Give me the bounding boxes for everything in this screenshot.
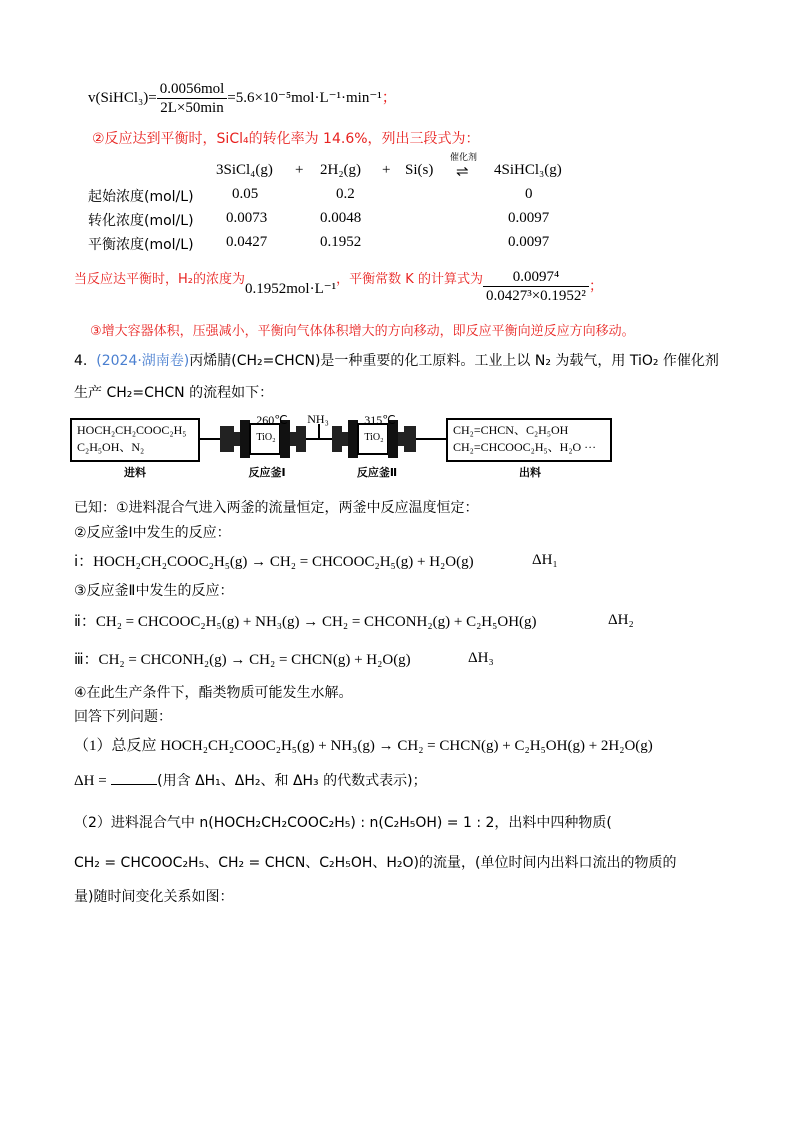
question-number: 4.	[74, 353, 88, 369]
tio2-label-1: TiO₂	[256, 432, 276, 443]
delta-h1: ΔH₁	[532, 552, 558, 568]
equilibrium-line	[74, 268, 603, 305]
ice-row-label: 转化浓度(mol/L)	[88, 213, 194, 229]
part2-line1: （2）进料混合气中 n(HOCH₂CH₂COOC₂H₅) : n(C₂H₅OH) = 1 : 2，出料中四种物质(	[74, 815, 612, 831]
part2-line2: CH₂ = CHCOOC₂H₅、CH₂ = CHCN、C₂H₅OH、H₂O)的流量，(单位时间内出料口流出的物质的	[74, 855, 677, 871]
feed-label: 进料	[124, 466, 146, 479]
feed-line2: C₂H₅OH、N₂	[77, 440, 145, 454]
tio2-label-2: TiO₂	[364, 432, 384, 443]
ice-cell: 0.2	[336, 186, 355, 202]
ice-cell: 0.0427	[226, 234, 268, 250]
catalyst-label: 催化剂	[450, 153, 478, 163]
reaction-iii: ⅲ：CH₂ = CHCONH₂(g) → CH₂ = CHCN(g) + H₂O(g)	[74, 652, 411, 668]
known-1: 已知：①进料混合气进入两釜的流量恒定，两釜中反应温度恒定：	[74, 500, 479, 516]
ice-plus-2: +	[382, 162, 391, 178]
ice-cell: 0.0073	[226, 210, 268, 226]
h2-concentration: 0.1952mol·L⁻¹	[245, 280, 337, 297]
ice-cell: 0.1952	[320, 234, 362, 250]
rate-rhs: =5.6×10⁻⁵mol·L⁻¹·min⁻¹	[227, 89, 382, 106]
step3-text: ③增大容器体积，压强减小，平衡向气体体积增大的方向移动，即反应平衡向逆反应方向移动。	[90, 324, 635, 339]
known-4: ④在此生产条件下，酯类物质可能发生水解。	[74, 685, 353, 701]
q4-intro1: 丙烯腈(CH₂=CHCN)是一种重要的化工原料。工业上以 N₂ 为载气，用 TiO₂ 作催化剂	[189, 353, 719, 369]
k-fraction	[483, 268, 589, 305]
rate-end: ；	[381, 89, 397, 106]
ice-species-4: 4SiHCl₃(g)	[494, 162, 562, 178]
q4-intro2: 生产 CH₂=CHCN 的流程如下：	[74, 385, 274, 401]
k-denominator: 0.0427³×0.1952²	[485, 288, 586, 304]
equil-text1: 当反应达平衡时，H₂的浓度为	[74, 271, 245, 287]
delta-h3: ΔH₃	[468, 650, 494, 666]
rate-lhs: v(SiHCl₃)=	[88, 89, 157, 106]
temp-1: 260℃	[256, 413, 288, 427]
output-box	[446, 418, 612, 462]
part1-answer-line	[74, 770, 427, 790]
nh3-label: NH₃	[307, 412, 329, 426]
rate-numerator: 0.0056mol	[157, 80, 228, 99]
ice-cell: 0.0097	[508, 210, 550, 226]
equil-end: ；	[588, 278, 603, 295]
step2-text: ②反应达到平衡时，SiCl₄的转化率为 14.6%，列出三段式为：	[92, 131, 480, 147]
temp-2: 315℃	[364, 413, 396, 427]
known-2: ②反应釜Ⅰ中发生的反应：	[74, 525, 231, 541]
equil-text2: ，平衡常数 K 的计算式为	[336, 271, 483, 287]
delta-h-label: ΔH =	[74, 773, 107, 789]
delta-h2: ΔH₂	[608, 612, 634, 628]
ice-species-2: 2H₂(g)	[320, 162, 362, 178]
part1-instruction: (用含 ΔH₁、ΔH₂、和 ΔH₃ 的代数式表示)；	[157, 773, 427, 789]
ice-row-label: 起始浓度(mol/L)	[88, 189, 194, 205]
ice-cell: 0.0097	[508, 234, 550, 250]
reaction-i: ⅰ：HOCH₂CH₂COOC₂H₅(g) → CH₂ = CHCOOC₂H₅(g) + H₂O(g)	[74, 554, 474, 570]
answer-prompt: 回答下列问题：	[74, 709, 172, 725]
answer-blank[interactable]	[111, 772, 157, 785]
output-line1: CH₂=CHCN、C₂H₅OH	[453, 423, 569, 437]
q4-intro-line1	[74, 350, 719, 370]
reactor-2-label: 反应釜Ⅱ	[356, 466, 398, 479]
ice-plus-1: +	[295, 162, 304, 178]
k-numerator: 0.0097⁴	[483, 268, 589, 287]
output-label: 出料	[519, 466, 541, 479]
known-3: ③反应釜Ⅱ中发生的反应：	[74, 583, 234, 599]
output-line2: CH₂=CHCOOC₂H₅、H₂O ···	[453, 440, 597, 454]
ice-species-1: 3SiCl₄(g)	[216, 162, 273, 178]
ice-cell: 0.0048	[320, 210, 362, 226]
rate-fraction	[157, 80, 228, 117]
reaction-ii: ⅱ：CH₂ = CHCOOC₂H₅(g) + NH₃(g) → CH₂ = CHCONH₂(g) + C₂H₅OH(g)	[74, 614, 537, 630]
feed-line1: HOCH₂CH₂COOC₂H₅	[77, 423, 187, 437]
ice-cell: 0	[525, 186, 533, 202]
ice-species-3: Si(s)	[405, 162, 434, 178]
ice-row-label: 平衡浓度(mol/L)	[88, 237, 194, 253]
reactor-1-label: 反应釜Ⅰ	[248, 466, 286, 479]
ice-cell: 0.05	[232, 186, 259, 202]
question-source: (2024·湖南卷)	[96, 353, 190, 369]
rate-equation	[88, 80, 397, 117]
feed-box	[70, 418, 200, 462]
part1-equation: （1）总反应 HOCH₂CH₂COOC₂H₅(g) + NH₃(g) → CH₂ = CHCN(g) + C₂H₅OH(g) + 2H₂O(g)	[74, 738, 653, 754]
equilibrium-arrow: ⇌	[456, 164, 469, 180]
rate-denominator: 2L×50min	[160, 100, 224, 116]
part2-line3: 量)随时间变化关系如图：	[74, 889, 234, 905]
